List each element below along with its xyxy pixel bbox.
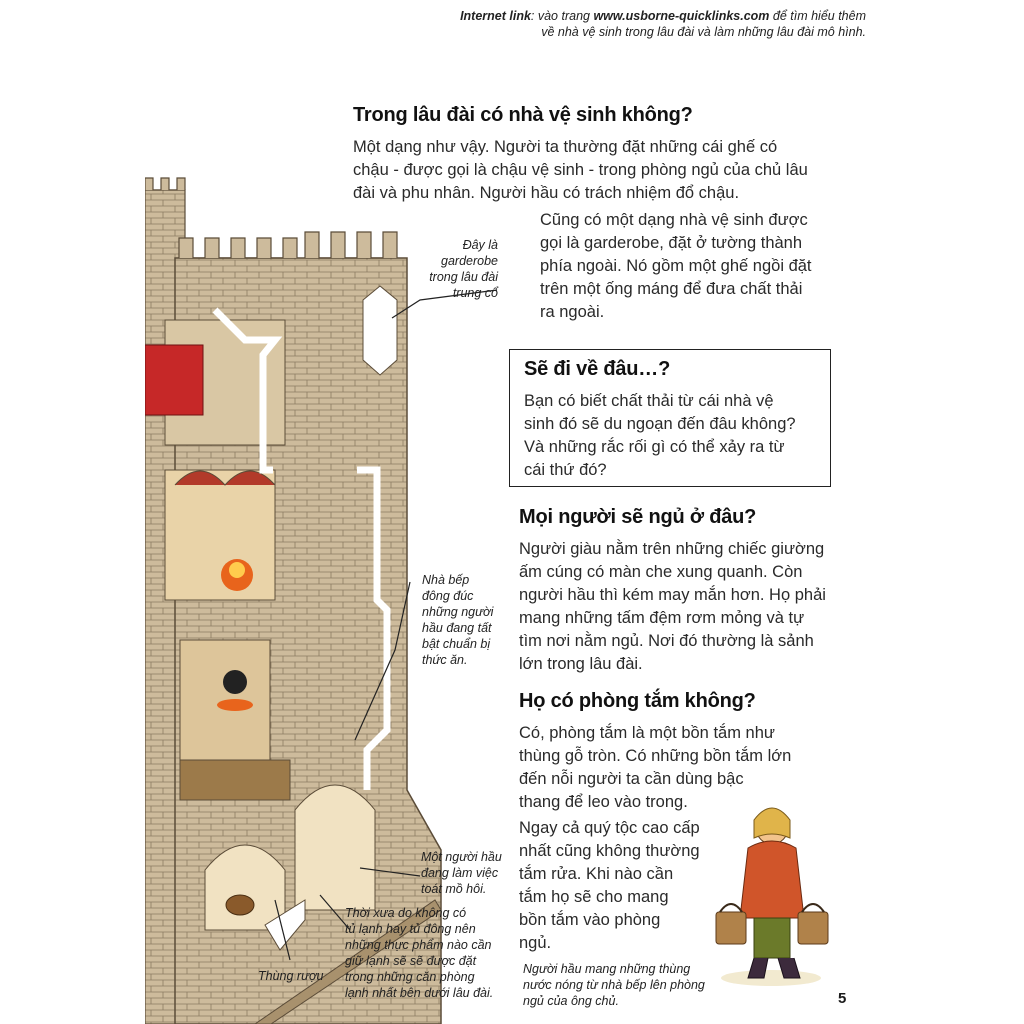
toilet-heading: Trong lâu đài có nhà vệ sinh không? (353, 104, 693, 126)
text-line: mang những tấm đệm rơm mỏng và tự (519, 609, 805, 627)
text-line: ra ngoài. (540, 303, 605, 321)
text-line: tìm nơi nằm ngủ. Nơi đó thường là sảnh (519, 632, 814, 650)
text-line: Người giàu nằm trên những chiếc giường (519, 540, 825, 558)
text-line: đến nỗi người ta cần dùng bậc (519, 770, 744, 788)
text-line: tắm rửa. Khi nào cần (519, 865, 674, 883)
caption-servant (523, 961, 705, 1009)
text-line: bồn tắm vào phòng (519, 911, 661, 929)
text-line: lớn trong lâu đài. (519, 655, 643, 673)
caption-line: những người (422, 605, 494, 619)
caption-kitchen (422, 572, 493, 668)
internet-link-label: Internet link (460, 9, 531, 23)
text-line: cái thứ đó? (524, 461, 607, 479)
caption-line: Một người hầu (421, 850, 502, 864)
caption-line: Người hầu mang những thùng (523, 962, 691, 976)
caption-line: đông đúc (422, 589, 474, 603)
internet-link-url[interactable]: www.usborne-quicklinks.com (593, 9, 770, 23)
caption-line: nước nóng từ nhà bếp lên phòng (523, 978, 705, 992)
text-line: Và những rắc rối gì có thể xảy ra từ (524, 438, 785, 456)
toilet-paragraph-2 (540, 209, 812, 324)
caption-line: lạnh nhất bên dưới lâu đài. (345, 986, 494, 1000)
caption-line: những thực phẩm nào cần (345, 938, 492, 952)
text-line: tắm họ sẽ cho mang (519, 888, 669, 906)
caption-line: đang làm việc (421, 866, 499, 880)
caption-line: tủ lạnh hay tủ đông nên (345, 922, 476, 936)
text-line: ngủ. (519, 934, 552, 952)
text-line: đài và phu nhân. Người hầu có trách nhiệm đổ chậu. (353, 184, 740, 202)
text-line: trên một ống máng để đưa chất thải (540, 280, 803, 298)
internet-link-note (386, 8, 866, 40)
caption-line: garderobe (441, 254, 498, 268)
sleep-paragraph (519, 538, 826, 676)
text-line: chậu - được gọi là chậu vệ sinh - trong phòng ngủ của chủ lâu (353, 161, 808, 179)
internet-link-text: : vào trang (530, 9, 594, 23)
caption-cold-storage (345, 905, 493, 1001)
caption-line: hầu đang tất (422, 621, 492, 635)
internet-link-text-after: để tìm hiểu thêm (769, 9, 866, 23)
box-text (524, 390, 796, 482)
castle-cutaway-illustration (145, 170, 445, 1024)
text-line: thùng gỗ tròn. Có những bồn tắm lớn (519, 747, 792, 765)
sleep-heading: Mọi người sẽ ngủ ở đâu? (519, 506, 757, 528)
text-line: thang để leo vào trong. (519, 793, 688, 811)
caption-line: thức ăn. (422, 653, 468, 667)
caption-line: Nhà bếp (422, 573, 470, 587)
text-line: ấm cúng có màn che xung quanh. Còn (519, 563, 803, 581)
text-line: Ngay cả quý tộc cao cấp (519, 819, 700, 837)
caption-line: giữ lạnh sẽ sẽ được đặt (345, 954, 477, 968)
caption-line: toát mồ hôi. (421, 882, 487, 896)
caption-line: bật chuẩn bị (422, 637, 491, 651)
text-line: nhất cũng không thường (519, 842, 700, 860)
caption-line: trong lâu đài (429, 270, 498, 284)
caption-line: trung cổ (452, 286, 498, 300)
text-line: phía ngoài. Nó gồm một ghế ngồi đặt (540, 257, 812, 275)
box-heading: Sẽ đi về đâu…? (524, 358, 671, 380)
caption-wine-barrel: Thùng rượu (258, 969, 324, 983)
bath-paragraph-2 (519, 817, 700, 955)
caption-garderobe (410, 237, 498, 301)
text-line: Một dạng như vậy. Người ta thường đặt những cái ghế có (353, 138, 778, 156)
text-line: Có, phòng tắm là một bồn tắm như (519, 724, 775, 742)
servant-carrying-buckets-illustration (706, 800, 836, 990)
caption-line: ngủ của ông chủ. (523, 994, 619, 1008)
internet-link-line2: về nhà vệ sinh trong lâu đài và làm những lâu đài mô hình. (541, 25, 866, 39)
text-line: người hầu thì kém may mắn hơn. Họ phải (519, 586, 826, 604)
text-line: Bạn có biết chất thải từ cái nhà vệ (524, 392, 774, 410)
bath-heading: Họ có phòng tắm không? (519, 690, 756, 712)
text-line: gọi là garderobe, đặt ở tường thành (540, 234, 803, 252)
caption-line: trong những căn phòng (345, 970, 475, 984)
caption-line: Thời xưa do không có (345, 906, 467, 920)
caption-worker (421, 849, 502, 897)
text-line: Cũng có một dạng nhà vệ sinh được (540, 211, 808, 229)
text-line: sinh đó sẽ du ngoạn đến đâu không? (524, 415, 796, 433)
caption-line: Đây là (462, 238, 498, 252)
page-number: 5 (838, 990, 847, 1007)
